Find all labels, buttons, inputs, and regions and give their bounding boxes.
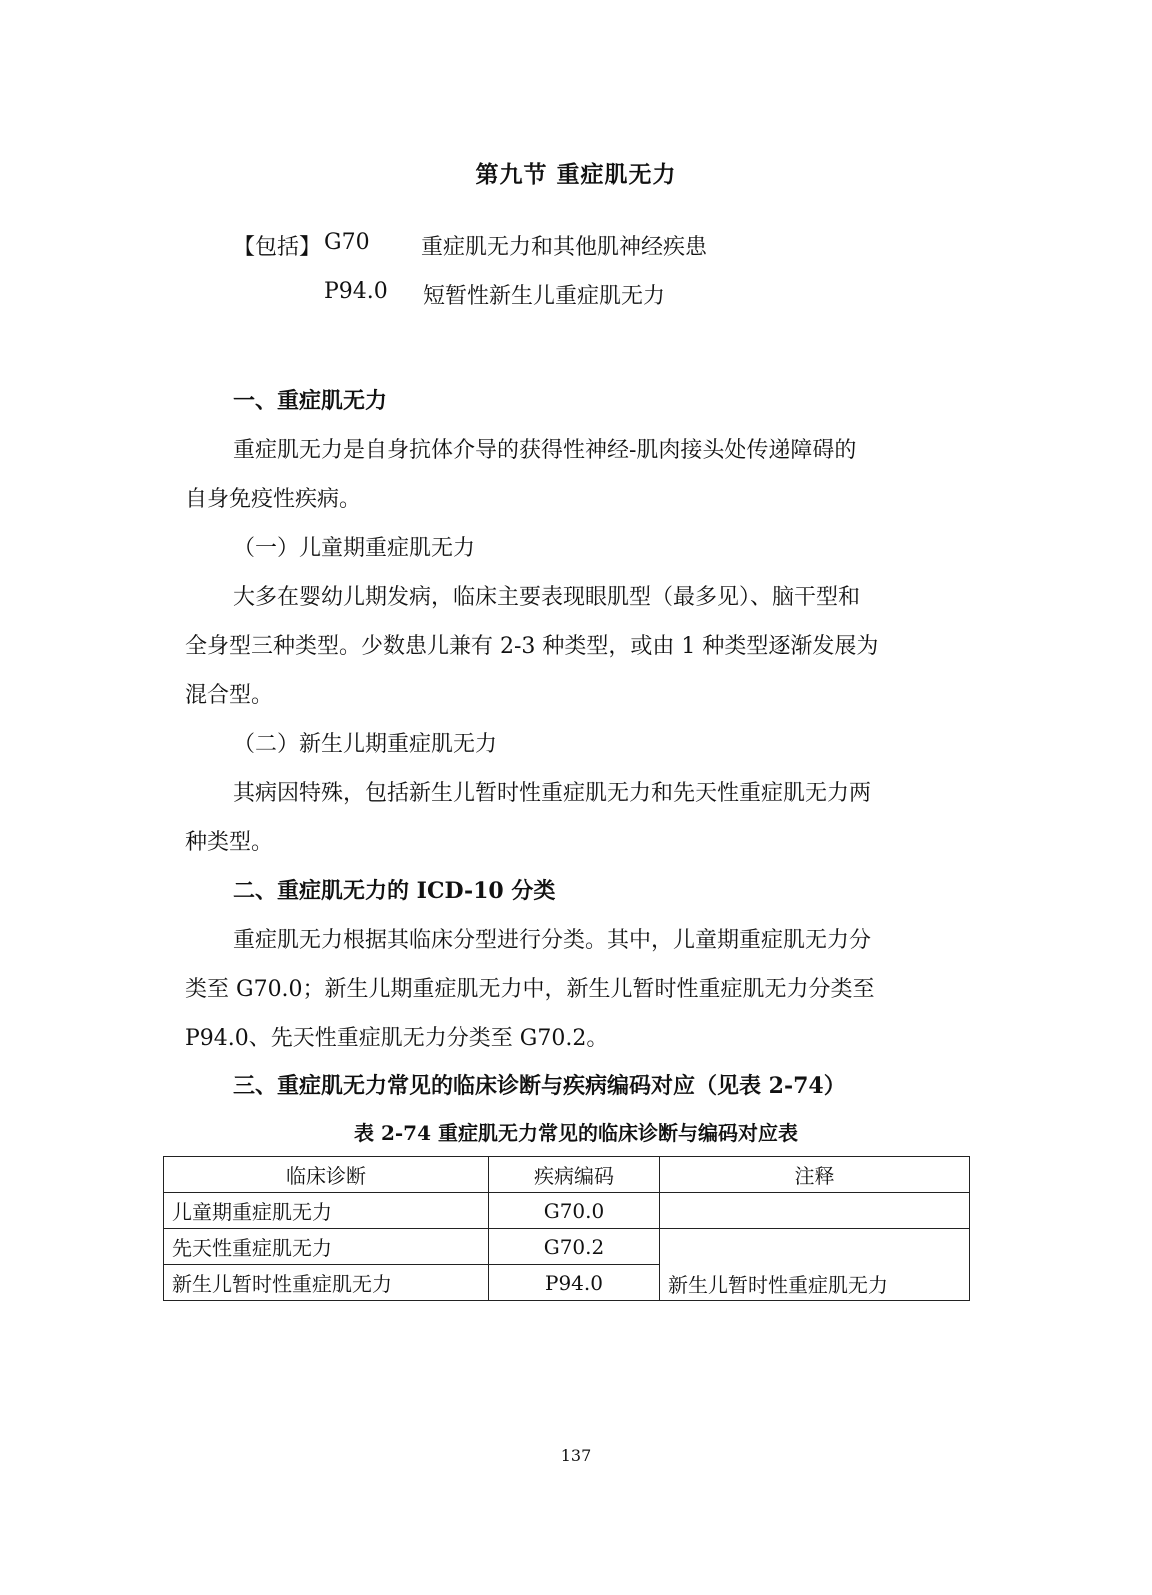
table-row [164, 1193, 970, 1229]
sub2-line1: 其病因特殊，包括新生儿暂时性重症肌无力和先天性重症肌无力两 [233, 781, 872, 806]
sub1-line2: 全身型三种类型。少数患儿兼有 2-3 种类型，或由 1 种类型逐渐发展为 [185, 634, 879, 659]
cell-note [660, 1193, 970, 1229]
sub2-heading: （二）新生儿期重症肌无力 [233, 732, 498, 757]
table-caption: 表 2-74 重症肌无力常见的临床诊断与编码对应表 [354, 1121, 798, 1145]
cell-diagnosis: 先天性重症肌无力 [164, 1229, 489, 1265]
diagnosis-code-table [163, 1156, 970, 1301]
cell-diagnosis: 儿童期重症肌无力 [164, 1193, 489, 1229]
header-code: 疾病编码 [489, 1157, 660, 1193]
part2-line3: P94.0、先天性重症肌无力分类至 G70.2。 [185, 1026, 609, 1051]
includes-code-2: P94.0 [324, 279, 388, 304]
part1-para-line1: 重症肌无力是自身抗体介导的获得性神经-肌肉接头处传递障碍的 [233, 438, 857, 463]
cell-code: P94.0 [489, 1265, 660, 1301]
part3-heading: 三、重症肌无力常见的临床诊断与疾病编码对应（见表 2-74） [233, 1073, 846, 1099]
header-note: 注释 [660, 1157, 970, 1193]
cell-diagnosis: 新生儿暂时性重症肌无力 [164, 1265, 489, 1301]
cell-code: G70.2 [489, 1229, 660, 1265]
table-row [164, 1229, 970, 1265]
part2-heading: 二、重症肌无力的 ICD-10 分类 [233, 878, 556, 904]
table-header-row [164, 1157, 970, 1193]
includes-desc-2: 短暂性新生儿重症肌无力 [423, 284, 666, 309]
part2-line2: 类至 G70.0；新生儿期重症肌无力中，新生儿暂时性重症肌无力分类至 [185, 977, 875, 1002]
sub1-line1: 大多在婴幼儿期发病，临床主要表现眼肌型（最多见）、脑干型和 [233, 585, 861, 610]
sub1-line3: 混合型。 [185, 683, 274, 708]
sub1-heading: （一）儿童期重症肌无力 [233, 536, 476, 561]
part1-para-line2: 自身免疫性疾病。 [185, 487, 362, 512]
includes-label: 【包括】 [233, 235, 322, 260]
cell-code: G70.0 [489, 1193, 660, 1229]
includes-desc-1: 重症肌无力和其他肌神经疾患 [421, 235, 708, 260]
part2-line1: 重症肌无力根据其临床分型进行分类。其中，儿童期重症肌无力分 [233, 928, 872, 953]
sub2-line2: 种类型。 [185, 830, 274, 855]
section-title: 第九节 重症肌无力 [475, 161, 677, 188]
cell-merged-note: 新生儿暂时性重症肌无力 [660, 1229, 970, 1301]
page-number: 137 [560, 1446, 592, 1465]
header-diagnosis: 临床诊断 [164, 1157, 489, 1193]
part1-heading: 一、重症肌无力 [233, 388, 388, 414]
includes-code-1: G70 [324, 230, 370, 255]
